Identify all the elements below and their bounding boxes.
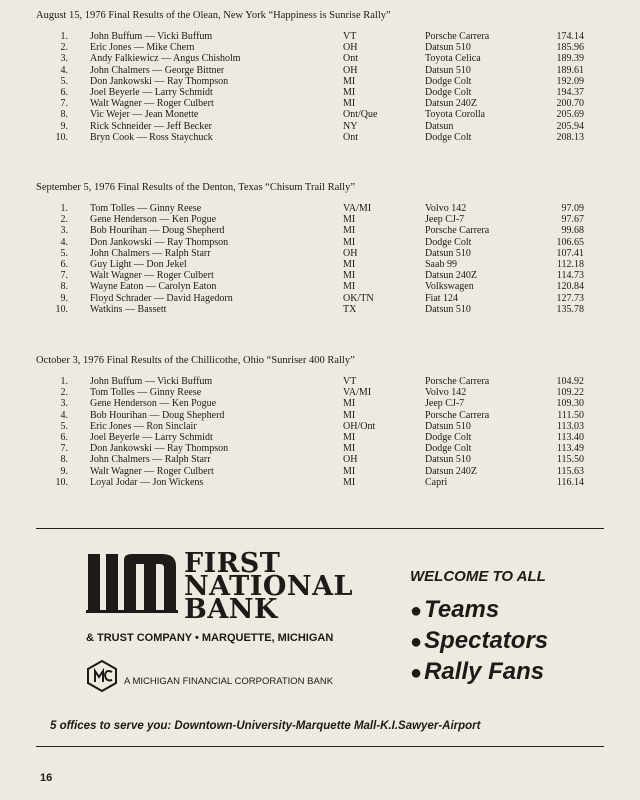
team-names: John Chalmers — Ralph Starr xyxy=(90,247,211,259)
final-score: 205.94 xyxy=(556,120,584,132)
placing-number: 10. xyxy=(55,131,68,143)
final-score: 127.73 xyxy=(556,292,584,304)
table-row xyxy=(36,398,584,409)
car-model: Datsun 240Z xyxy=(425,98,477,110)
bullet-icon: ● xyxy=(410,662,423,684)
car-model: Datsun 240Z xyxy=(425,270,477,282)
placing-number: 3. xyxy=(60,225,68,237)
offices-line: 5 offices to serve you: Downtown-University-Marquette Mall-K.I.Sawyer-Airport xyxy=(50,720,481,732)
car-model: Porsche Carrera xyxy=(425,376,490,388)
car-model: Dodge Colt xyxy=(425,131,472,143)
home-state: OH xyxy=(343,454,358,466)
car-model: Dodge Colt xyxy=(425,236,472,248)
home-state: MI xyxy=(343,443,356,455)
placing-number: 1. xyxy=(60,31,68,43)
placing-number: 2. xyxy=(60,42,68,54)
team-names: Joel Beyerle — Larry Schmidt xyxy=(90,432,213,444)
car-model: Jeep CJ-7 xyxy=(425,214,465,226)
first-national-bank-logo xyxy=(86,552,178,614)
team-names: John Chalmers — Ralph Starr xyxy=(90,454,211,466)
final-score: 194.37 xyxy=(556,87,584,99)
car-model: Dodge Colt xyxy=(425,443,472,455)
final-score: 106.65 xyxy=(556,236,584,248)
placing-number: 4. xyxy=(60,64,68,76)
table-row xyxy=(36,87,584,98)
final-score: 120.84 xyxy=(556,281,584,293)
home-state: OK/TN xyxy=(343,292,374,304)
placing-number: 8. xyxy=(60,281,68,293)
car-model: Dodge Colt xyxy=(425,432,472,444)
team-names: Walt Wagner — Roger Culbert xyxy=(90,270,214,282)
results-section-chillicothe xyxy=(36,355,616,488)
table-row xyxy=(36,259,584,270)
home-state: MI xyxy=(343,270,356,282)
home-state: OH xyxy=(343,42,358,54)
final-score: 109.22 xyxy=(556,387,584,399)
welcome-item xyxy=(410,626,600,657)
car-model: Volkswagen xyxy=(425,281,474,293)
car-model: Datsun 510 xyxy=(425,303,471,315)
final-score: 115.63 xyxy=(556,465,584,477)
placing-number: 6. xyxy=(60,432,68,444)
table-row xyxy=(36,410,584,421)
section-title: September 5, 1976 Final Results of the Denton, Texas “Chisum Trail Rally” xyxy=(36,182,356,193)
team-names: Loyal Jodar — Jon Wickens xyxy=(90,476,204,488)
final-score: 208.13 xyxy=(556,131,584,143)
team-names: Watkins — Bassett xyxy=(90,303,167,315)
table-row xyxy=(36,76,584,87)
team-names: Vic Wejer — Jean Monette xyxy=(90,109,199,121)
final-score: 116.14 xyxy=(556,476,584,488)
placing-number: 4. xyxy=(60,236,68,248)
team-names: John Buffum — Vicki Buffum xyxy=(90,31,213,43)
home-state: OH xyxy=(343,64,358,76)
final-score: 185.96 xyxy=(556,42,584,54)
final-score: 115.50 xyxy=(556,454,584,466)
placing-number: 10. xyxy=(55,303,68,315)
bullet-icon: ● xyxy=(410,600,423,622)
results-section-olean xyxy=(36,10,616,143)
final-score: 200.70 xyxy=(556,98,584,110)
car-model: Volvo 142 xyxy=(425,387,467,399)
results-table xyxy=(36,376,584,488)
welcome-title: WELCOME TO ALL xyxy=(410,568,546,585)
final-score: 114.73 xyxy=(556,270,584,282)
final-score: 107.41 xyxy=(556,247,584,259)
team-names: Wayne Eaton — Carolyn Eaton xyxy=(90,281,217,293)
section-title: October 3, 1976 Final Results of the Chillicothe, Ohio “Sunriser 400 Rally” xyxy=(36,355,355,366)
final-score: 189.61 xyxy=(556,64,584,76)
table-row xyxy=(36,237,584,248)
table-row xyxy=(36,121,584,132)
table-row xyxy=(36,432,584,443)
car-model: Datsun xyxy=(425,120,454,132)
team-names: John Buffum — Vicki Buffum xyxy=(90,376,213,388)
welcome-item-label: Spectators xyxy=(424,627,549,654)
home-state: Ont xyxy=(343,53,358,65)
home-state: NY xyxy=(343,120,358,132)
car-model: Datsun 510 xyxy=(425,64,471,76)
car-model: Dodge Colt xyxy=(425,75,472,87)
table-row xyxy=(36,203,584,214)
final-score: 189.39 xyxy=(556,53,584,65)
bank-name-line: FIRST xyxy=(184,548,281,579)
team-names: Andy Falkiewicz — Angus Chisholm xyxy=(90,53,241,65)
car-model: Toyota Celica xyxy=(425,53,481,65)
welcome-item xyxy=(410,595,600,626)
car-model: Capri xyxy=(425,476,448,488)
team-names: Bob Hourihan — Doug Shepherd xyxy=(90,409,225,421)
bank-name-line: NATIONAL xyxy=(184,571,354,602)
home-state: MI xyxy=(343,432,356,444)
bullet-icon: ● xyxy=(410,631,423,653)
placing-number: 9. xyxy=(60,292,68,304)
team-names: Tom Tolles — Ginny Reese xyxy=(90,203,202,215)
home-state: VT xyxy=(343,376,357,388)
final-score: 205.69 xyxy=(556,109,584,121)
placing-number: 7. xyxy=(60,98,68,110)
table-row xyxy=(36,214,584,225)
final-score: 104.92 xyxy=(556,376,584,388)
placing-number: 7. xyxy=(60,270,68,282)
car-model: Datsun 510 xyxy=(425,420,471,432)
final-score: 97.67 xyxy=(561,214,584,226)
table-row xyxy=(36,376,584,387)
home-state: MI xyxy=(343,236,356,248)
results-table xyxy=(36,31,584,143)
team-names: Bob Hourihan — Doug Shepherd xyxy=(90,225,225,237)
table-row xyxy=(36,421,584,432)
home-state: MI xyxy=(343,281,356,293)
placing-number: 8. xyxy=(60,109,68,121)
table-row xyxy=(36,109,584,120)
home-state: VA/MI xyxy=(343,387,372,399)
placing-number: 6. xyxy=(60,259,68,271)
placing-number: 2. xyxy=(60,214,68,226)
final-score: 113.03 xyxy=(556,420,584,432)
team-names: Don Jankowski — Ray Thompson xyxy=(90,236,229,248)
final-score: 97.09 xyxy=(561,203,584,215)
table-row xyxy=(36,132,584,143)
placing-number: 1. xyxy=(60,376,68,388)
placing-number: 6. xyxy=(60,87,68,99)
home-state: MI xyxy=(343,214,356,226)
results-section-denton xyxy=(36,182,616,315)
car-model: Datsun 510 xyxy=(425,247,471,259)
table-row xyxy=(36,466,584,477)
table-row xyxy=(36,270,584,281)
placing-number: 5. xyxy=(60,75,68,87)
welcome-item-label: Teams xyxy=(424,596,500,623)
home-state: OH xyxy=(343,247,358,259)
home-state: MI xyxy=(343,225,356,237)
table-row xyxy=(36,65,584,76)
placing-number: 7. xyxy=(60,443,68,455)
placing-number: 8. xyxy=(60,454,68,466)
team-names: Don Jankowski — Ray Thompson xyxy=(90,75,229,87)
home-state: VA/MI xyxy=(343,203,372,215)
home-state: MI xyxy=(343,398,356,410)
team-names: Rick Schneider — Jeff Becker xyxy=(90,120,212,132)
team-names: Guy Light — Don Jekel xyxy=(90,259,187,271)
bank-advertisement xyxy=(86,550,386,700)
car-model: Toyota Corolla xyxy=(425,109,486,121)
team-names: Floyd Schrader — David Hagedorn xyxy=(90,292,233,304)
car-model: Datsun 510 xyxy=(425,42,471,54)
welcome-item xyxy=(410,657,600,688)
team-names: Walt Wagner — Roger Culbert xyxy=(90,98,214,110)
team-names: Bryn Cook — Ross Staychuck xyxy=(90,131,213,143)
divider-top xyxy=(36,528,604,529)
table-row xyxy=(36,225,584,236)
car-model: Porsche Carrera xyxy=(425,31,490,43)
page-number: 16 xyxy=(40,772,53,784)
table-row xyxy=(36,98,584,109)
home-state: TX xyxy=(343,303,357,315)
table-row xyxy=(36,53,584,64)
team-names: Walt Wagner — Roger Culbert xyxy=(90,465,214,477)
car-model: Porsche Carrera xyxy=(425,409,490,421)
car-model: Dodge Colt xyxy=(425,87,472,99)
placing-number: 5. xyxy=(60,247,68,259)
table-row xyxy=(36,293,584,304)
team-names: Joel Beyerle — Larry Schmidt xyxy=(90,87,213,99)
welcome-item-label: Rally Fans xyxy=(424,658,545,685)
final-score: 113.49 xyxy=(556,443,584,455)
home-state: MI xyxy=(343,259,356,271)
car-model: Fiat 124 xyxy=(425,292,459,304)
placing-number: 10. xyxy=(55,476,68,488)
home-state: MI xyxy=(343,98,356,110)
placing-number: 4. xyxy=(60,409,68,421)
car-model: Jeep CJ-7 xyxy=(425,398,465,410)
table-row xyxy=(36,443,584,454)
results-table xyxy=(36,203,584,315)
car-model: Datsun 510 xyxy=(425,454,471,466)
home-state: Ont/Que xyxy=(343,109,378,121)
trust-company-line: & TRUST COMPANY • MARQUETTE, MICHIGAN xyxy=(86,632,334,644)
team-names: Gene Henderson — Ken Pogue xyxy=(90,214,217,226)
mfc-logo-icon xyxy=(86,660,118,692)
team-names: Gene Henderson — Ken Pogue xyxy=(90,398,217,410)
car-model: Saab 99 xyxy=(425,259,457,271)
home-state: MI xyxy=(343,75,356,87)
final-score: 192.09 xyxy=(556,75,584,87)
team-names: Tom Tolles — Ginny Reese xyxy=(90,387,202,399)
placing-number: 3. xyxy=(60,53,68,65)
table-row xyxy=(36,477,584,488)
team-names: Eric Jones — Ron Sinclair xyxy=(90,420,197,432)
car-model: Datsun 240Z xyxy=(425,465,477,477)
table-row xyxy=(36,454,584,465)
final-score: 113.40 xyxy=(556,432,584,444)
home-state: MI xyxy=(343,476,356,488)
bank-name xyxy=(184,548,354,625)
mfc-tagline: A MICHIGAN FINANCIAL CORPORATION BANK xyxy=(124,676,334,687)
table-row xyxy=(36,281,584,292)
welcome-block xyxy=(410,568,600,688)
home-state: Ont xyxy=(343,131,358,143)
placing-number: 3. xyxy=(60,398,68,410)
placing-number: 5. xyxy=(60,420,68,432)
placing-number: 9. xyxy=(60,465,68,477)
car-model: Porsche Carrera xyxy=(425,225,490,237)
final-score: 174.14 xyxy=(556,31,584,43)
placing-number: 9. xyxy=(60,120,68,132)
home-state: MI xyxy=(343,465,356,477)
team-names: Eric Jones — Mike Chern xyxy=(90,42,195,54)
final-score: 99.68 xyxy=(561,225,584,237)
table-row xyxy=(36,304,584,315)
final-score: 112.18 xyxy=(556,259,584,271)
final-score: 109.30 xyxy=(556,398,584,410)
bank-name-line: BANK xyxy=(184,594,278,625)
placing-number: 2. xyxy=(60,387,68,399)
team-names: John Chalmers — George Bittner xyxy=(90,64,225,76)
table-row xyxy=(36,42,584,53)
table-row xyxy=(36,248,584,259)
placing-number: 1. xyxy=(60,203,68,215)
team-names: Don Jankowski — Ray Thompson xyxy=(90,443,229,455)
table-row xyxy=(36,31,584,42)
final-score: 111.50 xyxy=(557,409,584,421)
final-score: 135.78 xyxy=(556,303,584,315)
home-state: MI xyxy=(343,87,356,99)
home-state: OH/Ont xyxy=(343,420,376,432)
table-row xyxy=(36,387,584,398)
car-model: Volvo 142 xyxy=(425,203,467,215)
home-state: VT xyxy=(343,31,357,43)
divider-bottom xyxy=(36,746,604,747)
home-state: MI xyxy=(343,409,356,421)
section-title: August 15, 1976 Final Results of the Olean, New York “Happiness is Sunrise Rally” xyxy=(36,10,391,21)
